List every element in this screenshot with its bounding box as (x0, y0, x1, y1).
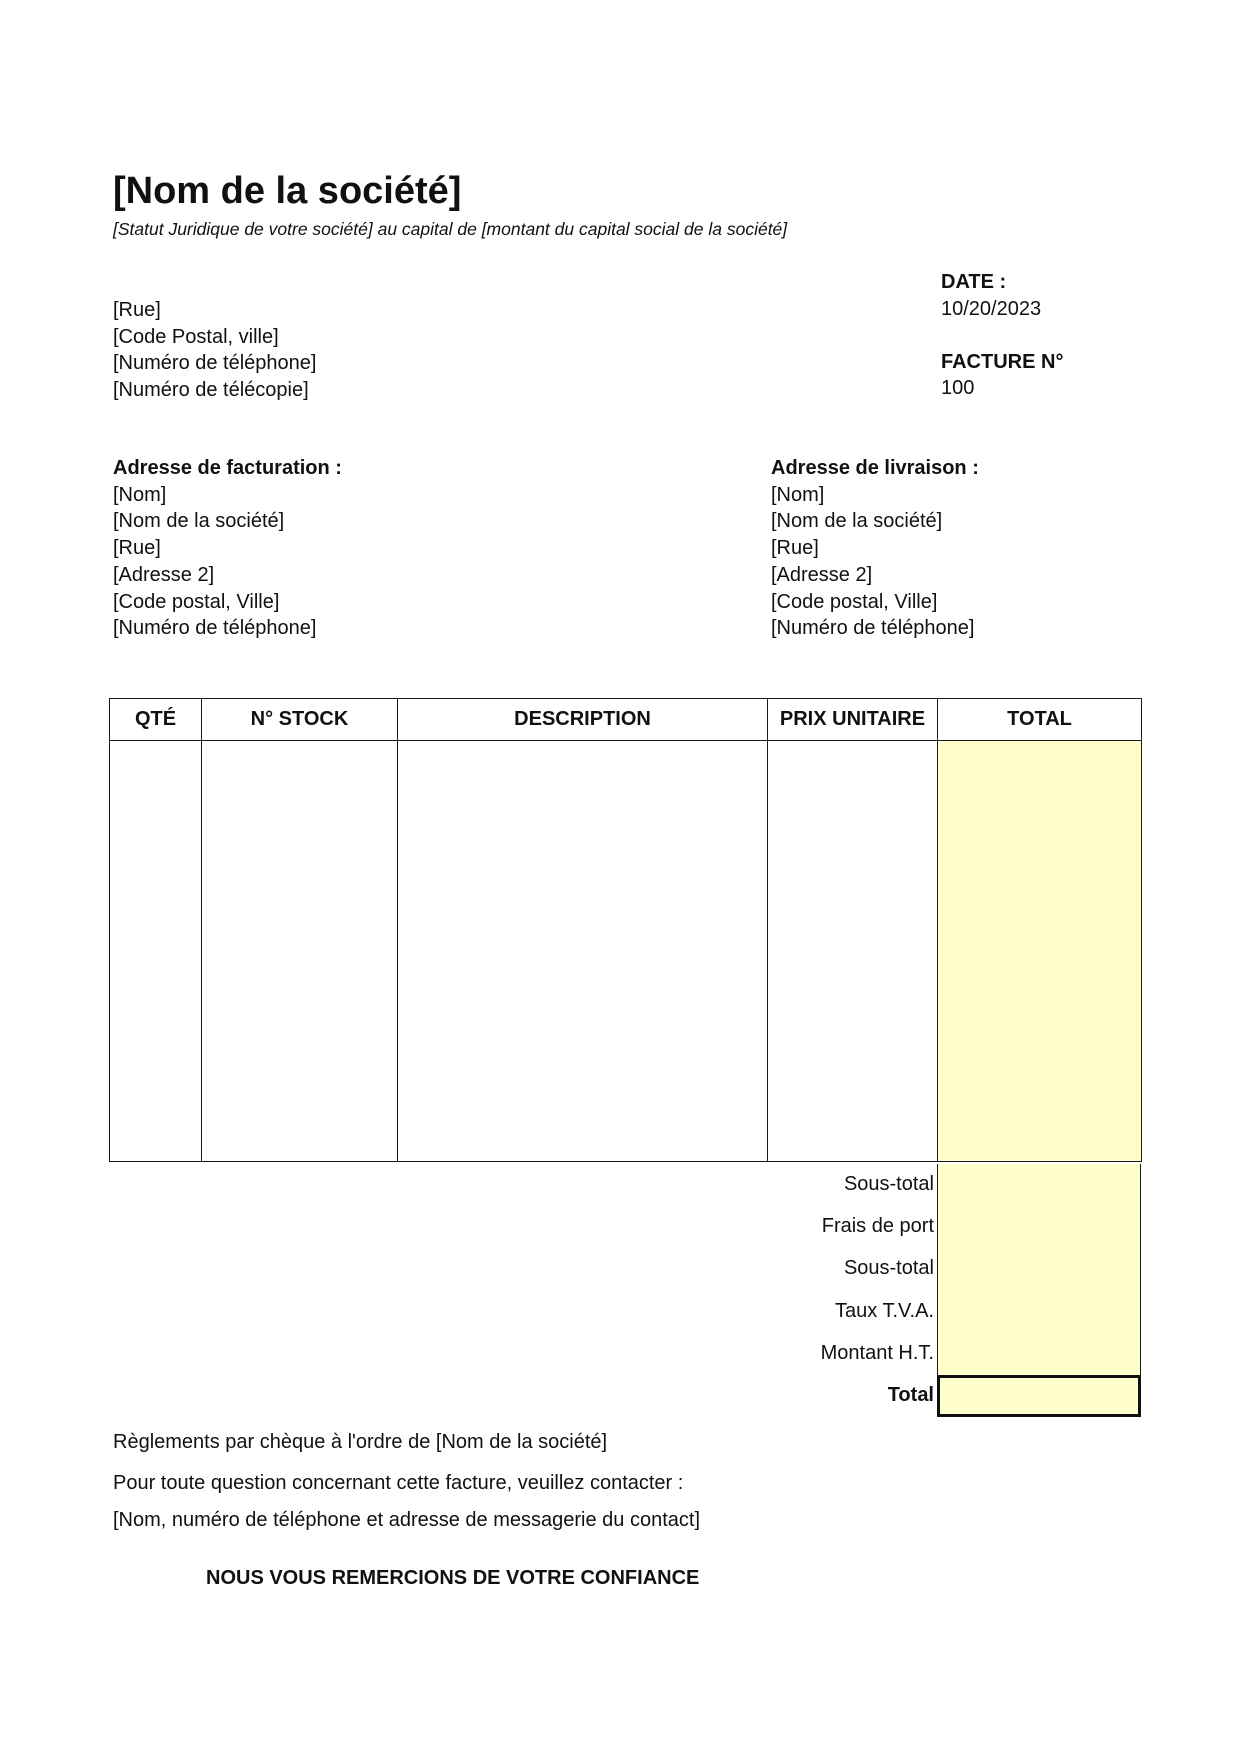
company-legal-status: [Statut Juridique de votre société] au capital de [montant du capital social de la société] (113, 219, 788, 239)
subtotal-2-label: Sous-total (843, 1257, 934, 1280)
sender-postal-city: [Code Postal, ville] (113, 325, 279, 348)
sender-street: [Rue] (113, 299, 161, 321)
shipping-phone: [Numéro de téléphone] (771, 617, 975, 640)
stock-number-cell[interactable] (202, 741, 398, 1162)
billing-address-2: [Adresse 2] (113, 563, 215, 586)
column-header-total: TOTAL (938, 699, 1142, 741)
column-header-stock-number: N° STOCK (202, 699, 398, 741)
billing-address-title: Adresse de facturation : (113, 457, 342, 479)
billing-postal-city: [Code postal, Ville] (113, 590, 280, 613)
shipping-postal-city: [Code postal, Ville] (771, 590, 938, 613)
grand-total-row (109, 1375, 1141, 1417)
company-name: [Nom de la société] (113, 170, 462, 212)
shipping-fee-row (109, 1206, 1141, 1248)
billing-phone: [Numéro de téléphone] (113, 617, 317, 640)
shipping-address (771, 455, 979, 642)
subtotal-value[interactable] (937, 1164, 1141, 1206)
date-label: DATE : (941, 271, 1007, 293)
table-header-row (110, 699, 1142, 741)
invoice-number-value: 100 (941, 377, 975, 399)
contact-note: [Nom, numéro de téléphone et adresse de messagerie du contact] (113, 1509, 701, 1531)
vat-rate-label: Taux T.V.A. (835, 1299, 934, 1322)
totals-summary (109, 1164, 1141, 1417)
amount-excl-tax-value[interactable] (937, 1333, 1141, 1375)
sender-fax: [Numéro de télécopie] (113, 378, 309, 401)
shipping-company: [Nom de la société] (771, 510, 943, 533)
question-note: Pour toute question concernant cette facture, veuillez contacter : (113, 1472, 684, 1494)
billing-name: [Nom] (113, 483, 167, 506)
thank-you-message: NOUS VOUS REMERCIONS DE VOTRE CONFIANCE (206, 1567, 700, 1589)
qty-cell[interactable] (110, 741, 202, 1162)
grand-total-label: Total (887, 1383, 934, 1406)
subtotal-2-row (109, 1248, 1141, 1290)
shipping-street: [Rue] (771, 537, 819, 560)
vat-rate-value[interactable] (937, 1291, 1141, 1333)
table-row (110, 741, 1142, 1162)
column-header-description: DESCRIPTION (398, 699, 768, 741)
amount-excl-tax-label: Montant H.T. (820, 1341, 934, 1364)
invoice-number-label: FACTURE N° (941, 350, 1064, 373)
line-total-cell[interactable] (938, 741, 1142, 1162)
column-header-unit-price: PRIX UNITAIRE (768, 699, 938, 741)
invoice-meta (941, 269, 1063, 402)
column-header-qty: QTÉ (110, 699, 202, 741)
shipping-name: [Nom] (771, 483, 825, 506)
grand-total-value[interactable] (937, 1375, 1141, 1417)
billing-company: [Nom de la société] (113, 510, 285, 533)
shipping-address-2: [Adresse 2] (771, 563, 873, 586)
amount-excl-tax-row (109, 1333, 1141, 1375)
sender-phone: [Numéro de téléphone] (113, 352, 317, 374)
subtotal-row (109, 1164, 1141, 1206)
description-cell[interactable] (398, 741, 768, 1162)
subtotal-2-value[interactable] (937, 1248, 1141, 1290)
sender-address (113, 297, 316, 403)
vat-rate-row (109, 1291, 1141, 1333)
unit-price-cell[interactable] (768, 741, 938, 1162)
shipping-fee-value[interactable] (937, 1206, 1141, 1248)
date-value: 10/20/2023 (941, 297, 1042, 320)
shipping-fee-label: Frais de port (821, 1215, 934, 1238)
billing-address (113, 455, 342, 642)
meta-spacer (941, 322, 1063, 349)
subtotal-label: Sous-total (843, 1173, 934, 1195)
payment-note: Règlements par chèque à l'ordre de [Nom de la société] (113, 1431, 608, 1453)
shipping-address-title: Adresse de livraison : (771, 457, 979, 479)
line-items-table (109, 698, 1142, 1162)
billing-street: [Rue] (113, 537, 161, 560)
